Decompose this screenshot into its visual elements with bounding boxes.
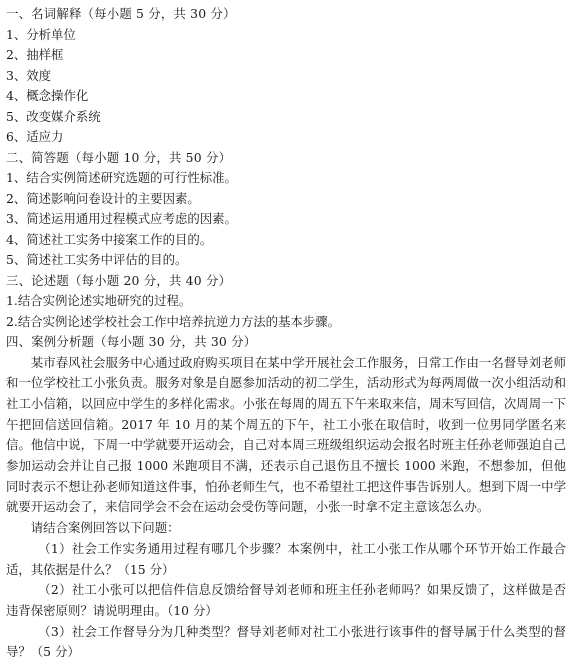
case-question-2: （2）社工小张可以把信件信息反馈给督导刘老师和班主任孙老师吗？如果反馈了，这样做是否违背保密原则？请说明理由。（10 分）	[6, 582, 566, 618]
section-1-item: 5、改变媒介系统	[6, 108, 101, 124]
section-2-item: 3、简述运用通用过程模式应考虑的因素。	[6, 211, 237, 226]
section-2-item: 4、简述社工实务中接案工作的目的。	[6, 231, 213, 247]
section-1-heading: 一、名词解释（每小题 5 分，共 30 分）	[6, 6, 236, 21]
section-2-item: 5、简述社工实务中评估的目的。	[6, 252, 188, 267]
case-paragraph: 某市春风社会服务中心通过政府购买项目在某中学开展社会工作服务，日常工作由一名督导刘老师和一位学校社工小张负责。服务对象是自愿参加活动的初二学生，活动形式为每两周做一次小组活动和社工小信箱，以回应中学生的多样化需求。小张在每周的周五下午来取来信，周末写回信，次周周一下午把回信送回信箱。2017 年 10 月的某个周五的下午，社工小张在取信时，收到一位男同学匿名来信。他信中说，下周一中学就要开运动会，自己对本周三班级组织运动会报名时班主任孙老师强迫自己参加运动会并让自己报 1000 米跑项目不满，还表示自己退伤且不擅长 1000 米跑，不想参加，但他同时表示不想让孙老师知道这件事，怕孙老师生气，也不希望社工把这件事告诉别人。想到下周一中学就要开运动会了，来信同学会不会在运动会受伤等问题，小张一时拿不定主意该怎么办。	[6, 354, 566, 515]
section-3-item: 1.结合实例论述实地研究的过程。	[6, 293, 192, 308]
section-1-item: 4、概念操作化	[6, 88, 89, 103]
section-4-heading: 四、案例分析题（每小题 30 分，共 30 分）	[6, 334, 257, 349]
section-1-item: 1、分析单位	[6, 26, 76, 42]
section-1-item: 6、适应力	[6, 129, 64, 144]
section-2-item: 1、结合实例简述研究选题的可行性标准。	[6, 170, 237, 185]
case-question-1: （1）社会工作实务通用过程有哪几个步骤？本案例中，社工小张工作从哪个环节开始工作最合适，其依据是什么？（15 分）	[6, 540, 566, 577]
section-1-item: 3、效度	[6, 67, 52, 83]
section-1-item: 2、抽样框	[6, 47, 64, 62]
section-2-item: 2、简述影响问卷设计的主要因素。	[6, 190, 200, 206]
case-question-3: （3）社会工作督导分为几种类型？督导刘老师对社工小张进行该事件的督导属于什么类型的督导？（5 分）	[6, 623, 566, 660]
section-3-heading: 三、论述题（每小题 20 分，共 40 分）	[6, 272, 232, 288]
section-2-heading: 二、简答题（每小题 10 分，共 50 分）	[6, 149, 232, 165]
case-prompt: 请结合案例回答以下问题：	[30, 520, 180, 536]
section-3-item: 2.结合实例论述学校社会工作中培养抗逆力方法的基本步骤。	[6, 313, 340, 329]
